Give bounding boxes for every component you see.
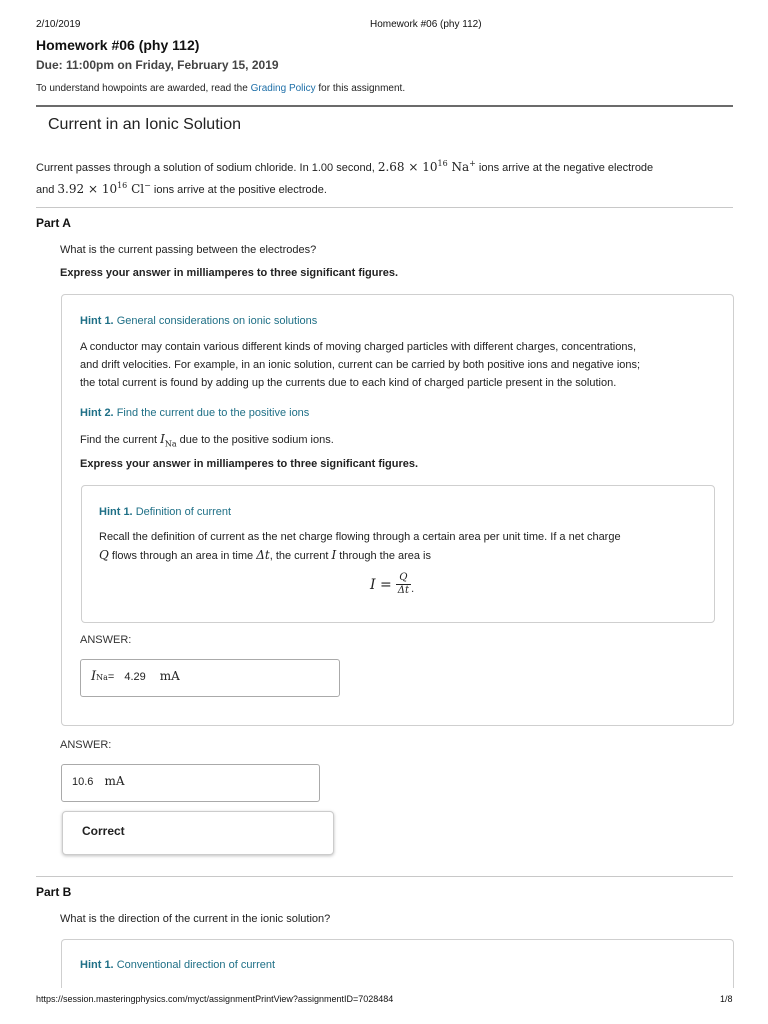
na-count-mantissa: 2.68 × 10 (377, 160, 438, 174)
na-count-exp: 16 (437, 159, 448, 168)
current-symbol-sub: Na (164, 439, 177, 449)
na-count (378, 160, 476, 174)
cl-count-exp: 16 (117, 181, 128, 190)
nested-hint-line-2 (99, 546, 699, 565)
hint-number: Hint 2. (80, 407, 114, 419)
cl-ion: Cl (127, 182, 145, 196)
part-a-question: What is the current passing between the electrodes? (60, 244, 317, 256)
charge-symbol: Q (99, 548, 109, 562)
print-doc-title: Homework #06 (phy 112) (370, 19, 482, 30)
problem-text-4: ions arrive at the positive electrode. (150, 184, 327, 196)
part-b-label: Part B (36, 885, 72, 899)
part-a-answer-label: ANSWER: (60, 739, 112, 751)
print-url: https://session.masteringphysics.com/myct/assignmentPrintView?assignmentID=7028484 (36, 994, 394, 1004)
formula-fraction (396, 572, 411, 597)
due-date: Due: 11:00pm on Friday, February 15, 2019 (36, 58, 279, 72)
problem-text-3: and (36, 184, 58, 196)
hint-title: Conventional direction of current (116, 959, 276, 971)
part-a-answer-unit: mA (104, 774, 125, 788)
problem-line-1 (36, 155, 736, 177)
cl-charge: − (144, 181, 151, 190)
hint-2-text-post: due to the positive sodium ions. (176, 434, 334, 446)
answer-equals: = (107, 671, 115, 683)
header-divider (36, 105, 733, 107)
policy-suffix: for this assignment. (315, 83, 406, 94)
print-date: 2/10/2019 (36, 19, 81, 30)
hint-2-answer-unit: mA (159, 669, 180, 683)
assignment-title: Homework #06 (phy 112) (36, 37, 200, 53)
policy-prefix: To understand howpoints are awarded, read the (36, 83, 251, 94)
part-a-divider (36, 207, 733, 208)
nested-hint-1-header[interactable] (99, 506, 231, 518)
part-b-divider (36, 876, 733, 877)
problem-line-2 (36, 177, 736, 199)
part-a-instruction: Express your answer in milliamperes to three significant figures. (60, 267, 399, 279)
part-a-label: Part A (36, 216, 71, 230)
part-a-answer-content (72, 774, 125, 788)
part-a-hint-1-body (80, 338, 720, 392)
hint-1-line-2: and drift velocities. For example, in an ionic solution, current can be carried by both positive ions and negative ions; (80, 359, 641, 371)
hint-title: General considerations on ionic solutions (116, 315, 318, 327)
hint-2-text-pre: Find the current (80, 434, 161, 446)
current-formula (370, 572, 414, 597)
part-b-question: What is the direction of the current in the ionic solution? (60, 913, 331, 925)
current-symbol (160, 432, 177, 449)
hint-number: Hint 1. (99, 506, 133, 518)
hint-number: Hint 1. (80, 959, 114, 971)
formula-lhs: I = (370, 576, 392, 593)
grading-policy-note (36, 83, 405, 94)
part-a-hint-2-text (80, 430, 334, 453)
na-charge: + (469, 159, 476, 168)
hint-2-answer-value: 4.29 (124, 671, 146, 683)
part-a-hint-1-header[interactable] (80, 315, 317, 327)
formula-denominator: Δt (397, 585, 409, 596)
part-a-answer-value: 10.6 (72, 776, 94, 788)
problem-statement (36, 155, 736, 199)
formula-period: . (410, 584, 415, 595)
line-2c: through the area is (336, 550, 432, 562)
part-b-hint-1-header[interactable] (80, 959, 275, 971)
problem-title: Current in an Ionic Solution (48, 116, 241, 133)
hint-1-line-1: A conductor may contain various different kinds of moving charged particles with different charges, concentrations, (80, 341, 637, 353)
formula-numerator: Q (399, 572, 408, 583)
time-symbol: Δt (256, 548, 270, 562)
current-symbol-i: I (160, 432, 165, 446)
hint-2-answer-label: ANSWER: (80, 634, 132, 646)
answer-symbol: I (91, 669, 97, 684)
na-ion: Na (447, 160, 470, 174)
grading-policy-link[interactable]: Grading Policy (250, 83, 316, 94)
cl-count-mantissa: 3.92 × 10 (57, 182, 118, 196)
feedback-correct: Correct (82, 824, 125, 838)
part-a-hint-2-header[interactable] (80, 407, 309, 419)
line-2a: flows through an area in time (108, 550, 257, 562)
line-2b: , the current (269, 550, 332, 562)
page-number: 1/8 (720, 994, 733, 1004)
nested-hint-body (99, 528, 699, 565)
problem-text-1: Current passes through a solution of sodium chloride. In 1.00 second, (36, 162, 378, 174)
nested-hint-line-1: Recall the definition of current as the net charge flowing through a certain area per unit time. If a net charge (99, 531, 621, 543)
current-symbol: I (331, 548, 337, 562)
part-a-hint-2-instruction: Express your answer in milliamperes to three significant figures. (80, 458, 419, 470)
hint-1-line-3: the total current is found by adding up the currents due to each kind of charged particle present in the solution. (80, 377, 617, 389)
hint-title: Definition of current (135, 506, 232, 518)
answer-symbol-sub: Na (96, 673, 108, 682)
problem-text-2: ions arrive at the negative electrode (475, 162, 654, 174)
hint-2-answer-content (91, 669, 180, 684)
cl-count (57, 182, 150, 196)
hint-number: Hint 1. (80, 315, 114, 327)
hint-title: Find the current due to the positive ions (116, 407, 310, 419)
